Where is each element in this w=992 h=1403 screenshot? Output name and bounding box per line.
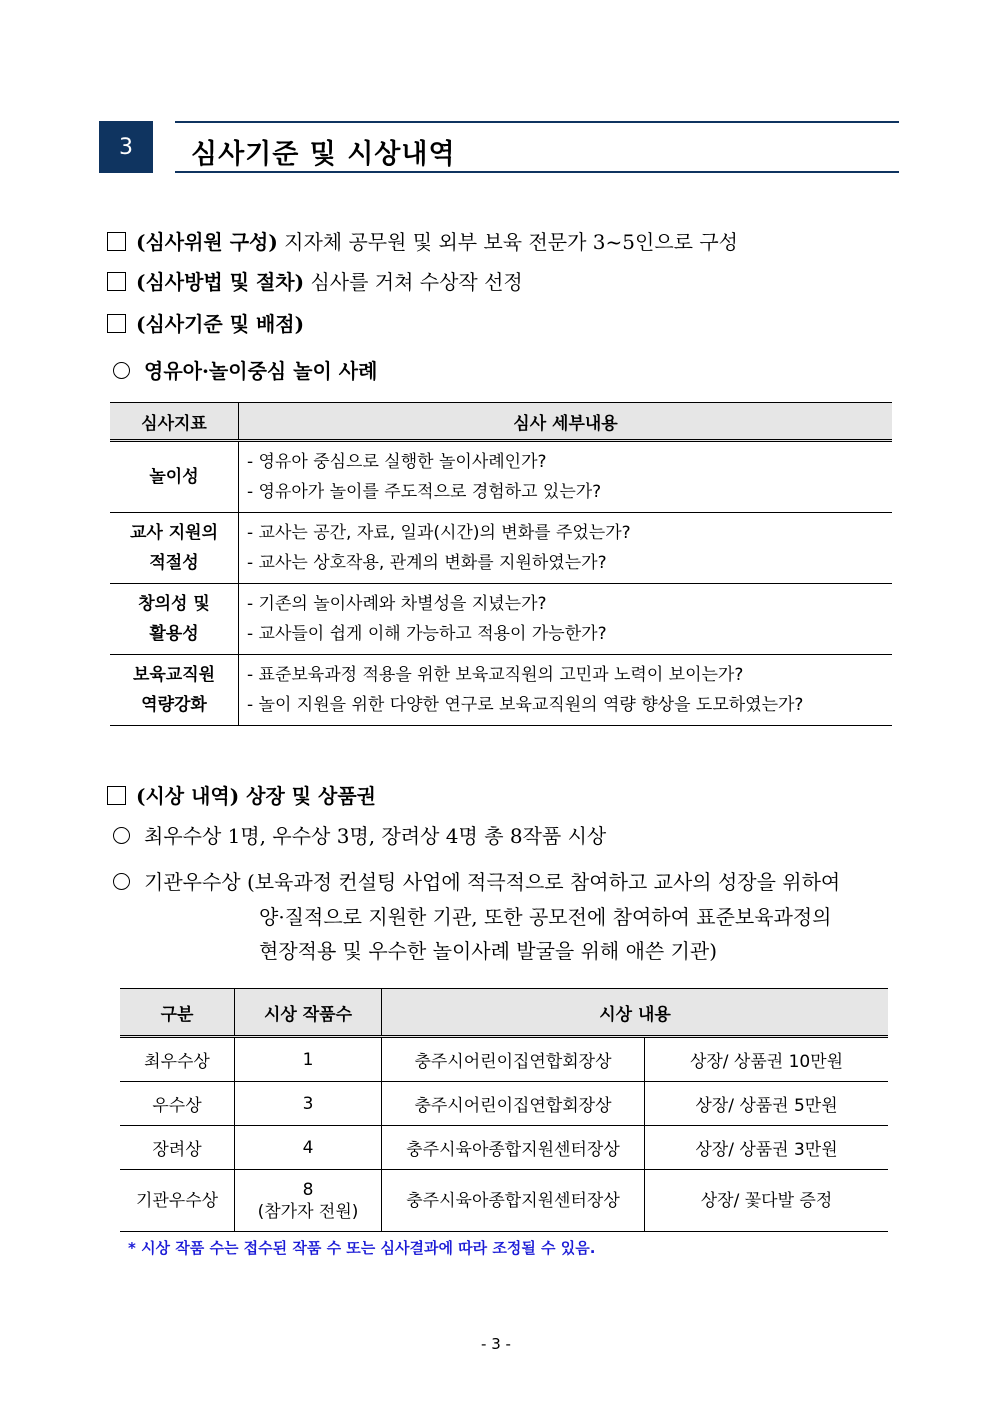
table-row <box>120 1126 888 1170</box>
awards-line <box>107 780 376 809</box>
criteria-name-line: 놀이성 <box>149 467 199 487</box>
criteria-subtitle: 영유아·놀이중심 놀이 사례 <box>144 359 378 383</box>
award-count: 4 <box>235 1126 382 1170</box>
detail-line: - 기존의 놀이사례와 차별성을 지녔는가? <box>247 594 547 614</box>
awards-bullet-2-cont: 현장적용 및 우수한 놀이사례 발굴을 위해 애쓴 기관) <box>259 939 718 963</box>
judges-text: 지자체 공무원 및 외부 보육 전문가 3~5인으로 구성 <box>277 230 738 254</box>
award-presenter: 충주시어린이집연합회장상 <box>382 1037 645 1082</box>
award-count <box>235 1170 382 1232</box>
detail-line: - 교사들이 쉽게 이해 가능하고 적용이 가능한가? <box>247 624 607 644</box>
award-type: 최우수상 <box>120 1037 235 1082</box>
circle-bullet-icon <box>113 827 130 844</box>
criteria-detail <box>239 584 893 655</box>
table-row <box>110 655 892 726</box>
awards-header-content: 시상 내용 <box>382 989 889 1037</box>
award-count-sub: (참가자 전원) <box>257 1201 359 1222</box>
awards-label-text: 상장 및 상품권 <box>239 784 376 808</box>
criteria-sub-line <box>113 355 377 384</box>
criteria-name-line: 적절성 <box>149 553 199 573</box>
method-text: 심사를 거쳐 수상작 선정 <box>304 270 523 294</box>
award-type: 우수상 <box>120 1082 235 1126</box>
detail-line: - 놀이 지원을 위한 다양한 연구로 보육교직원의 역량 향상을 도모하였는가? <box>247 695 804 715</box>
circle-bullet-icon <box>113 873 130 890</box>
criteria-name <box>110 441 239 513</box>
awards-label: (시상 내역) <box>136 784 240 808</box>
award-prize: 상장/ 상품권 3만원 <box>645 1126 889 1170</box>
award-prize: 상장/ 꽃다발 증정 <box>645 1170 889 1232</box>
table-row <box>120 1037 888 1082</box>
awards-bullet-1 <box>113 820 606 849</box>
section-title-bar <box>175 121 899 173</box>
criteria-header-detail: 심사 세부내용 <box>239 403 893 441</box>
method-line <box>107 266 523 295</box>
award-prize: 상장/ 상품권 5만원 <box>645 1082 889 1126</box>
award-presenter: 충주시어린이집연합회장상 <box>382 1082 645 1126</box>
awards-bullet-1-text: 최우수상 1명, 우수상 3명, 장려상 4명 총 8작품 시상 <box>144 824 607 848</box>
criteria-name-line: 창의성 및 <box>138 594 210 614</box>
awards-table <box>120 988 888 1232</box>
criteria-name-line: 교사 지원의 <box>129 523 219 543</box>
awards-bullet-2-text: 기관우수상 (보육과정 컨설팅 사업에 적극적으로 참여하고 교사의 성장을 위하여 <box>144 870 841 894</box>
circle-bullet-icon <box>113 362 130 379</box>
criteria-line <box>107 308 304 337</box>
criteria-name <box>110 655 239 726</box>
award-count-value: 8 <box>302 1179 314 1200</box>
section-title: 심사기준 및 시상내역 <box>191 139 456 170</box>
awards-header-row <box>120 989 888 1037</box>
criteria-detail <box>239 655 893 726</box>
detail-line: - 영유아 중심으로 실행한 놀이사례인가? <box>247 452 547 472</box>
detail-line: - 교사는 상호작용, 관계의 변화를 지원하였는가? <box>247 553 607 573</box>
judges-label: (심사위원 구성) <box>136 230 278 254</box>
award-prize: 상장/ 상품권 10만원 <box>645 1037 889 1082</box>
checkbox-square-icon <box>107 786 126 805</box>
table-row <box>110 584 892 655</box>
checkbox-square-icon <box>107 314 126 333</box>
awards-header-type: 구분 <box>120 989 235 1037</box>
table-row <box>110 441 892 513</box>
table-row <box>110 513 892 584</box>
criteria-name-line: 역량강화 <box>141 695 207 715</box>
criteria-header-row <box>110 403 892 441</box>
criteria-name <box>110 584 239 655</box>
table-row <box>120 1170 888 1232</box>
detail-line: - 영유아가 놀이를 주도적으로 경험하고 있는가? <box>247 482 602 502</box>
criteria-table <box>110 402 892 726</box>
section-number: 3 <box>99 121 153 173</box>
criteria-header-indicator: 심사지표 <box>110 403 239 441</box>
award-presenter: 충주시육아종합지원센터장상 <box>382 1170 645 1232</box>
awards-bullet-2 <box>113 866 840 895</box>
method-label: (심사방법 및 절차) <box>136 270 305 294</box>
award-type: 장려상 <box>120 1126 235 1170</box>
judges-line <box>107 226 738 255</box>
criteria-name <box>110 513 239 584</box>
criteria-detail <box>239 441 893 513</box>
table-row <box>120 1082 888 1126</box>
checkbox-square-icon <box>107 272 126 291</box>
awards-header-count: 시상 작품수 <box>235 989 382 1037</box>
awards-bullet-2-cont: 양·질적으로 지원한 기관, 또한 공모전에 참여하여 표준보육과정의 <box>259 905 832 929</box>
detail-line: - 표준보육과정 적용을 위한 보육교직원의 고민과 노력이 보이는가? <box>247 665 744 685</box>
page-number: - 3 - <box>481 1335 511 1353</box>
criteria-name-line: 활용성 <box>149 624 199 644</box>
checkbox-square-icon <box>107 232 126 251</box>
criteria-label: (심사기준 및 배점) <box>136 312 305 336</box>
award-count: 3 <box>235 1082 382 1126</box>
criteria-detail <box>239 513 893 584</box>
award-presenter: 충주시육아종합지원센터장상 <box>382 1126 645 1170</box>
criteria-name-line: 보육교직원 <box>132 665 216 685</box>
detail-line: - 교사는 공간, 자료, 일과(시간)의 변화를 주었는가? <box>247 523 631 543</box>
award-type: 기관우수상 <box>120 1170 235 1232</box>
award-count: 1 <box>235 1037 382 1082</box>
footnote: * 시상 작품 수는 접수된 작품 수 또는 심사결과에 따라 조정될 수 있음. <box>128 1239 596 1257</box>
